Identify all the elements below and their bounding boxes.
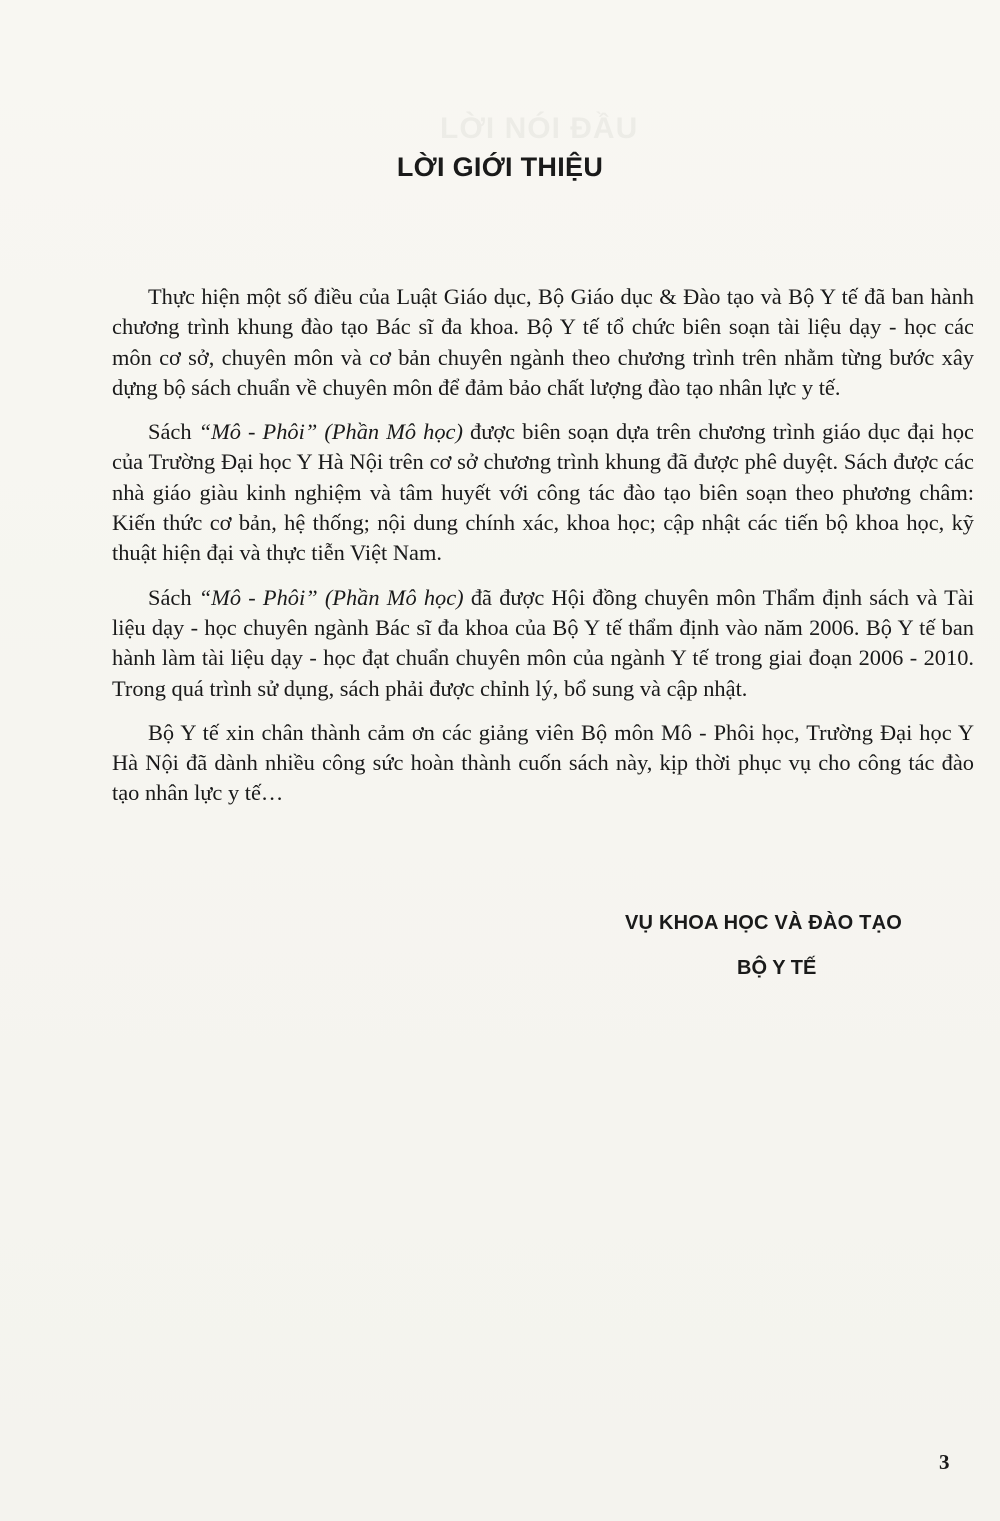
paragraph-3-text: đã được Hội đồng chuyên môn Thẩm định sách và Tài liệu dạy - học chuyên ngành Bác sĩ đa khoa của Bộ Y tế thẩm định vào năm 2006. Bộ Y tế ban hành làm tài liệu dạy - học đạt chuẩn chuyên môn của ngành Y tế trong giai đoạn 2006 - 2010. Trong quá trình sử dụng, sách phải được chỉnh lý, bổ sung và cập nhật. [112,584,974,701]
paragraph-3 [112,583,974,704]
paragraph-3-lead: Sách [148,584,199,610]
signature-ministry: BỘ Y TẾ [737,957,817,979]
signature-organization: VỤ KHOA HỌC VÀ ĐÀO TẠO [625,912,902,934]
page-number: 3 [939,1450,950,1474]
paragraph-2-lead: Sách [148,419,199,445]
paragraph-4 [112,718,974,809]
paragraph-1-text: Thực hiện một số điều của Luật Giáo dục, Bộ Giáo dục & Đào tạo và Bộ Y tế đã ban hành chương trình khung đào tạo Bác sĩ đa khoa. Bộ Y tế tổ chức biên soạn tài liệu dạy - học các môn cơ sở, chuyên môn và cơ bản chuyên ngành theo chương trình trên nhằm từng bước xây dựng bộ sách chuẩn về chuyên môn để đảm bảo chất lượng đào tạo nhân lực y tế. [112,284,974,400]
paragraph-2-text: được biên soạn dựa trên chương trình giáo dục đại học của Trường Đại học Y Hà Nội trên cơ sở chương trình khung đã được phê duyệt. Sách được các nhà giáo giàu kinh nghiệm và tâm huyết với công tác đào tạo biên soạn theo phương châm: Kiến thức cơ bản, hệ thống; nội dung chính xác, khoa học; cập nhật các tiến bộ khoa học, kỹ thuật hiện đại và thực tiễn Việt Nam. [112,419,974,566]
page-title: LỜI GIỚI THIỆU [396,152,604,182]
book-title-italic: “Mô - Phôi” (Phần Mô học) [198,419,463,445]
paragraph-4-text: Bộ Y tế xin chân thành cảm ơn các giảng viên Bộ môn Mô - Phôi học, Trường Đại học Y Hà Nội đã dành nhiều công sức hoàn thành cuốn sách này, kịp thời phục vụ cho công tác đào tạo nhân lực y tế… [112,719,974,806]
bleed-through-title [440,112,638,146]
paragraph-1 [112,282,974,403]
body-text [112,282,974,823]
book-title-italic: “Mô - Phôi” (Phần Mô học) [198,584,464,610]
paragraph-2 [112,417,974,568]
